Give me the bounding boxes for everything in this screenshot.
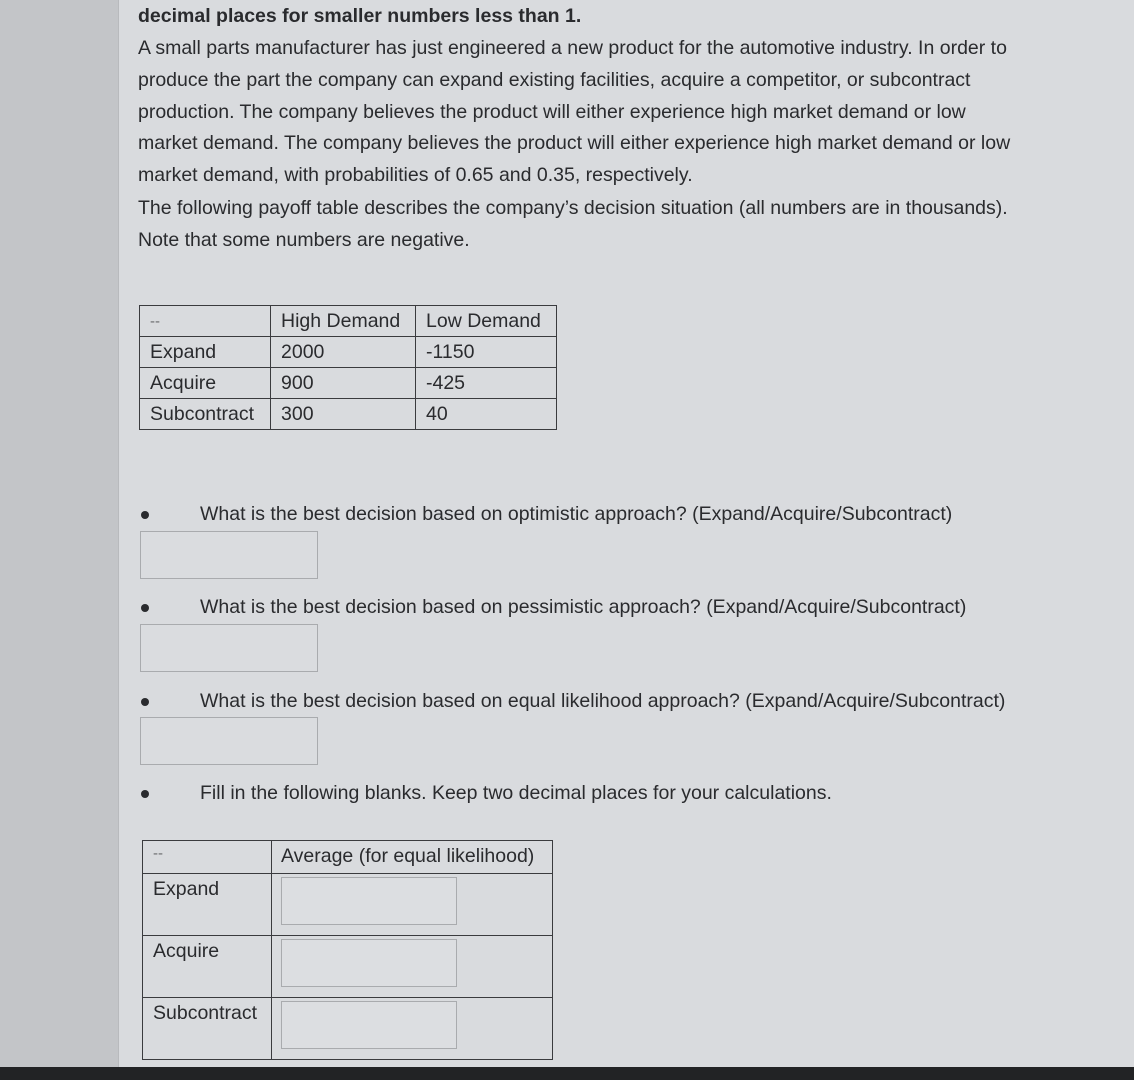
note-paragraph: [138, 193, 1008, 257]
table-cell: -1150: [416, 337, 557, 368]
question-equal-likelihood: What is the best decision based on equal likelihood approach? (Expand/Acquire/Subcontract): [200, 690, 1006, 712]
table-cell: 900: [271, 368, 416, 399]
expand-average-input[interactable]: [281, 877, 457, 925]
average-table: [142, 840, 553, 1060]
table-cell: [272, 998, 553, 1060]
table-cell: Expand: [140, 337, 271, 368]
pessimistic-answer-input[interactable]: [140, 624, 318, 672]
table-row: [143, 998, 553, 1060]
paragraph-line: market demand, with probabilities of 0.65 and 0.35, respectively.: [138, 164, 693, 187]
table-header-cell: High Demand: [271, 306, 416, 337]
equal-likelihood-answer-input[interactable]: [140, 717, 318, 765]
table-row: [140, 368, 557, 399]
bullet-icon: [141, 604, 149, 612]
table-row: [143, 936, 553, 998]
table-cell: [272, 874, 553, 936]
note-line: The following payoff table describes the company’s decision situation (all numbers are in thousands).: [138, 197, 1008, 219]
table-cell: Subcontract: [140, 399, 271, 430]
row-label: Expand: [143, 874, 272, 936]
row-label: Subcontract: [143, 998, 272, 1060]
heading-fragment: decimal places for smaller numbers less than 1.: [138, 5, 582, 27]
table-header-cell: --: [143, 841, 272, 874]
bullet-icon: [141, 698, 149, 706]
table-row: [140, 399, 557, 430]
table-row: [140, 337, 557, 368]
table-cell: 2000: [271, 337, 416, 368]
table-row: [143, 874, 553, 936]
paragraph-line: produce the part the company can expand existing facilities, acquire a competitor, or subcontract: [138, 68, 971, 91]
table-cell: 40: [416, 399, 557, 430]
bullet-icon: [141, 790, 149, 798]
screen-bottom-bezel: [0, 1067, 1134, 1080]
problem-paragraph: [138, 33, 1010, 192]
table-cell: 300: [271, 399, 416, 430]
table-cell: -425: [416, 368, 557, 399]
table-cell: [272, 936, 553, 998]
acquire-average-input[interactable]: [281, 939, 457, 987]
table-cell: Acquire: [140, 368, 271, 399]
payoff-table: [139, 305, 557, 430]
note-line: Note that some numbers are negative.: [138, 228, 470, 251]
table-header-row: [140, 306, 557, 337]
table-header-cell: Average (for equal likelihood): [272, 841, 553, 874]
left-margin: [0, 0, 118, 1080]
table-header-cell: Low Demand: [416, 306, 557, 337]
paragraph-line: market demand. The company believes the product will either experience high market demand or low: [138, 132, 1011, 155]
question-pessimistic: What is the best decision based on pessimistic approach? (Expand/Acquire/Subcontract): [200, 596, 967, 618]
bullet-icon: [141, 511, 149, 519]
optimistic-answer-input[interactable]: [140, 531, 318, 579]
table-header-row: [143, 841, 553, 874]
paragraph-line: production. The company believes the product will either experience high market demand or low: [138, 100, 966, 123]
subcontract-average-input[interactable]: [281, 1001, 457, 1049]
table-header-cell: --: [140, 306, 271, 337]
question-optimistic: What is the best decision based on optimistic approach? (Expand/Acquire/Subcontract): [200, 503, 953, 525]
paragraph-line: A small parts manufacturer has just engineered a new product for the automotive industry. In order to: [138, 37, 1007, 59]
row-label: Acquire: [143, 936, 272, 998]
fill-blanks-instruction: Fill in the following blanks. Keep two decimal places for your calculations.: [200, 782, 832, 804]
